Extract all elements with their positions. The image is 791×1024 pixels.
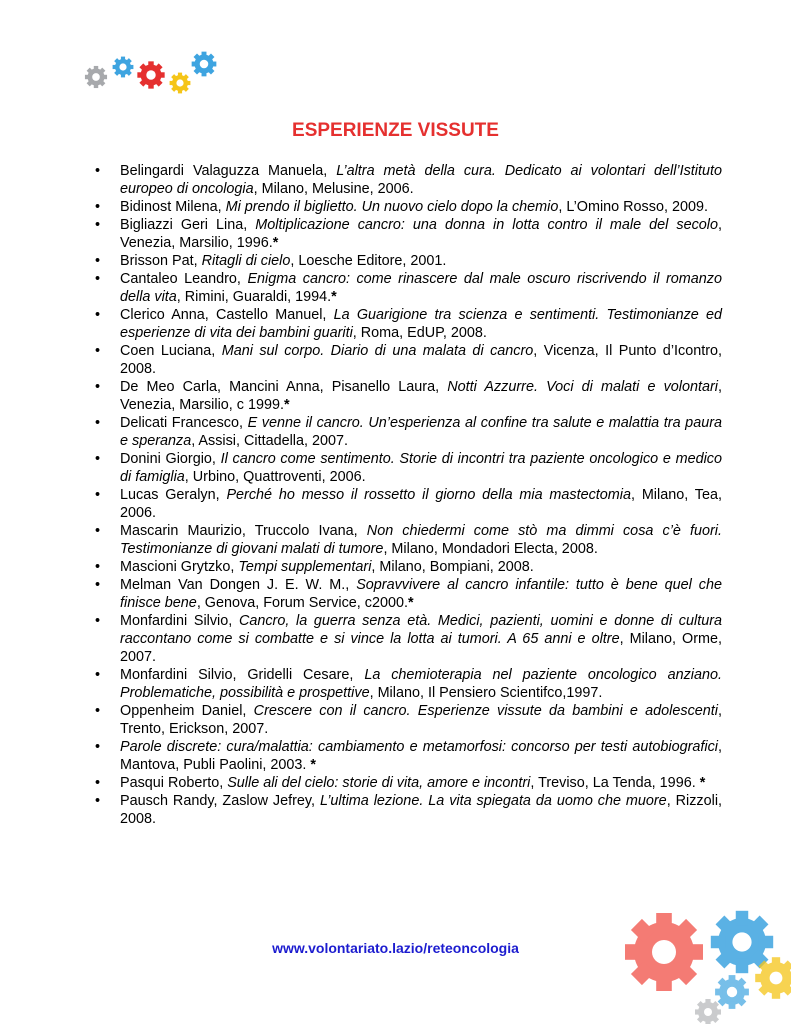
entry-publication: , Rimini, Guaraldi, 1994. <box>176 289 332 305</box>
entry-mark: * <box>407 595 414 611</box>
entry-title: Cancro, la guerra senza età. Medici, pazienti, uomini e donne di cultura raccontano come si combatte e si vince la lotta ai tumori. A 65 anni e oltre <box>120 613 722 647</box>
entry-publication: , Rizzoli, 2008. <box>120 793 723 827</box>
bibliography-entry <box>95 792 722 828</box>
bibliography-entry <box>95 576 722 612</box>
entry-author: Monfardini Silvio, Gridelli Cesare, <box>120 667 365 683</box>
entry-author: Bigliazzi Geri Lina, <box>120 217 256 233</box>
entry-title: Ritagli di cielo <box>201 253 291 269</box>
entry-author: Pasqui Roberto, <box>120 775 228 791</box>
entry-title: E venne il cancro. Un’esperienza al confine tra salute e malattia tra paura e speranza <box>120 415 722 449</box>
entry-publication: , Genova, Forum Service, c2000. <box>196 595 408 611</box>
entry-title: L’altra metà della cura. Dedicato ai volontari dell’Istituto europeo di oncologia <box>120 163 722 197</box>
entry-author: Melman Van Dongen J. E. W. M., <box>120 577 357 593</box>
bibliography-entry <box>95 486 722 522</box>
entry-title: Enigma cancro: come rinascere dal male oscuro riscrivendo il romanzo della vita <box>120 271 722 305</box>
entry-title: La chemioterapia nel paziente oncologico anziano. Problematiche, possibilità e prospettive <box>120 667 722 701</box>
bibliography-entry <box>95 306 722 342</box>
website-link[interactable]: www.volontariato.lazio/reteoncologia <box>272 940 519 956</box>
bibliography-entry <box>95 774 722 792</box>
page-title: ESPERIENZE VISSUTE <box>292 120 499 141</box>
entry-author: Mascioni Grytzko, <box>120 559 239 575</box>
bibliography-entry <box>95 270 722 306</box>
bibliography-entry <box>95 612 722 666</box>
entry-publication: , Milano, Il Pensiero Scientifco,1997. <box>369 685 603 701</box>
entry-publication: , Milano, Mondadori Electa, 2008. <box>383 541 598 557</box>
bibliography-entry <box>95 738 722 774</box>
entry-mark: * <box>331 289 337 305</box>
entry-title: Il cancro come sentimento. Storie di incontri tra paziente oncologico e medico di famiglia <box>120 451 722 485</box>
entry-mark: * <box>310 757 317 773</box>
bibliography-entry <box>95 414 722 450</box>
bibliography-entry <box>95 378 722 414</box>
entry-title: Parole discrete: cura/malattia: cambiamento e metamorfosi: concorso per testi autobiografici <box>120 739 718 755</box>
entry-author: Lucas Geralyn, <box>120 487 227 503</box>
bibliography-entry <box>95 522 722 558</box>
entry-title: L’ultima lezione. La vita spiegata da uomo che muore <box>319 793 667 809</box>
entry-title: Crescere con il cancro. Esperienze vissute da bambini e adolescenti <box>253 703 718 719</box>
entry-publication: , Vicenza, Il Punto d’Icontro, 2008. <box>120 343 723 377</box>
gears-logo-top <box>80 48 224 100</box>
entry-title: Mi prendo il biglietto. Un nuovo cielo dopo la chemio <box>225 199 559 215</box>
entry-mark: * <box>272 235 279 251</box>
entry-author: Pausch Randy, Zaslow Jefrey, <box>120 793 320 809</box>
entry-publication: , Milano, Melusine, 2006. <box>253 181 414 197</box>
entry-author: Coen Luciana, <box>120 343 222 359</box>
entry-publication: , Roma, EdUP, 2008. <box>352 325 487 341</box>
entry-publication: , Venezia, Marsilio, c 1999. <box>120 379 722 413</box>
entry-publication: , Urbino, Quattroventi, 2006. <box>184 469 366 485</box>
entry-publication: , Treviso, La Tenda, 1996. <box>530 775 700 791</box>
entry-author: Mascarin Maurizio, Truccolo Ivana, <box>120 523 367 539</box>
entry-title: Non chiedermi come stò ma dimmi cosa c’è fuori. Testimonianze di giovani malati di tumore <box>120 523 722 557</box>
bibliography-entry <box>95 252 722 270</box>
entry-mark: * <box>283 397 290 413</box>
bibliography-entry <box>95 216 722 252</box>
gears-logo-bottom <box>616 900 791 1024</box>
bibliography-entry <box>95 198 722 216</box>
bibliography-entry <box>95 558 722 576</box>
bibliography-entry <box>95 342 722 378</box>
entry-title: Perché ho messo il rossetto il giorno della mia mastectomia <box>226 487 631 503</box>
entry-publication: , Assisi, Cittadella, 2007. <box>191 433 348 449</box>
entry-publication: , L’Omino Rosso, 2009. <box>558 199 708 215</box>
entry-author: Cantaleo Leandro, <box>120 271 248 287</box>
entry-publication: , Milano, Orme, 2007. <box>120 631 722 665</box>
entry-author: Donini Giorgio, <box>120 451 221 467</box>
entry-author: De Meo Carla, Mancini Anna, Pisanello Laura, <box>120 379 448 395</box>
entry-title: Sopravvivere al cancro infantile: tutto è bene quel che finisce bene <box>120 577 723 611</box>
entry-publication: , Milano, Bompiani, 2008. <box>371 559 534 575</box>
bibliography-list <box>95 162 722 828</box>
bibliography-entry <box>95 450 722 486</box>
entry-mark: * <box>699 775 706 791</box>
bibliography-entry <box>95 666 722 702</box>
entry-title: La Guarigione tra scienza e sentimenti. Testimonianze ed esperienze di vita dei bambini guariti <box>120 307 722 341</box>
entry-title: Moltiplicazione cancro: una donna in lotta contro il male del secolo <box>255 217 718 233</box>
entry-publication: , Trento, Erickson, 2007. <box>120 703 722 737</box>
entry-author: Clerico Anna, Castello Manuel, <box>120 307 334 323</box>
entry-author: Oppenheim Daniel, <box>120 703 254 719</box>
entry-author: Brisson Pat, <box>120 253 202 269</box>
entry-publication: , Loesche Editore, 2001. <box>290 253 447 269</box>
entry-author: Belingardi Valaguzza Manuela, <box>120 163 337 179</box>
bibliography-entry <box>95 162 722 198</box>
entry-author: Bidinost Milena, <box>120 199 226 215</box>
entry-publication: , Milano, Tea, 2006. <box>120 487 722 521</box>
entry-title: Mani sul corpo. Diario di una malata di cancro <box>221 343 534 359</box>
entry-publication: , Mantova, Publi Paolini, 2003. <box>120 739 722 773</box>
bibliography-entry <box>95 702 722 738</box>
entry-title: Sulle ali del cielo: storie di vita, amore e incontri <box>227 775 531 791</box>
entry-author: Monfardini Silvio, <box>120 613 239 629</box>
entry-author: Delicati Francesco, <box>120 415 248 431</box>
entry-title: Tempi supplementari <box>238 559 372 575</box>
entry-title: Notti Azzurre. Voci di malati e volontari <box>447 379 718 395</box>
entry-publication: , Venezia, Marsilio, 1996. <box>120 217 722 251</box>
